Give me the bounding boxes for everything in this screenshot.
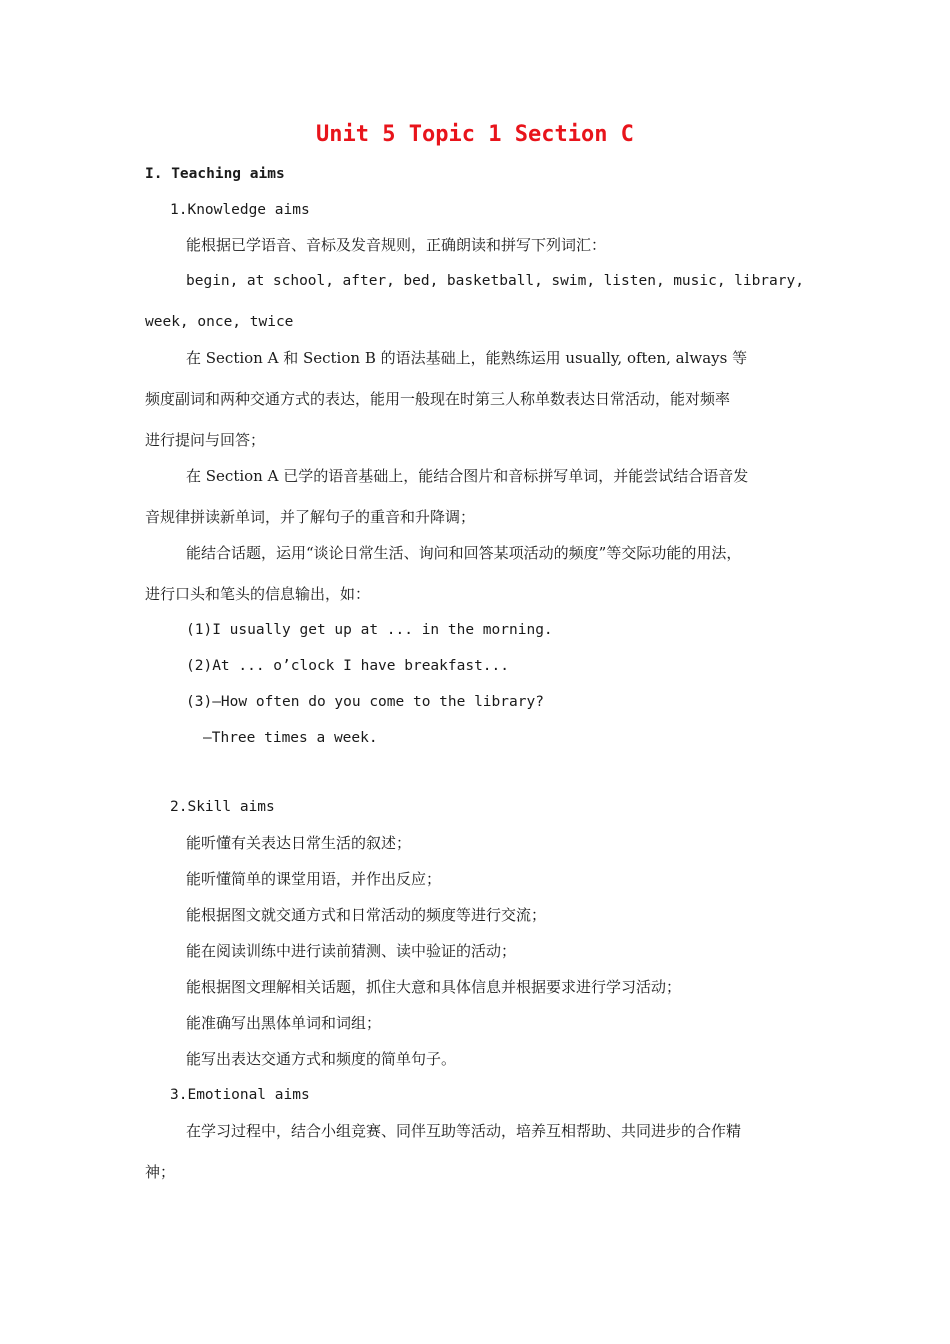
skill-item: 能写出表达交通方式和频度的简单句子。 <box>186 1050 457 1068</box>
vocab-word: begin, <box>186 273 239 289</box>
vocab-word: school, <box>272 273 334 289</box>
vocab-word: listen, <box>603 273 665 289</box>
knowledge-paragraph-4-line-2: 进行口头和笔头的信息输出，如： <box>145 585 371 603</box>
skill-item: 能根据图文理解相关话题，抓住大意和具体信息并根据要求进行学习活动； <box>186 978 682 996</box>
knowledge-paragraph-2-line-1: 在 Section A 和 Section B 的语法基础上，能熟练运用 usually, often, always 等 <box>186 349 748 367</box>
document-title: Unit 5 Topic 1 Section C <box>316 122 634 147</box>
vocabulary-line-2: week, once, twice <box>145 314 294 330</box>
skill-aims-heading: 2.Skill aims <box>170 799 275 815</box>
vocab-word: after, <box>342 273 395 289</box>
vocabulary-line-1 <box>186 271 804 291</box>
emotional-paragraph-line-1: 在学习过程中，结合小组竞赛、同伴互助等活动，培养互相帮助、共同进步的合作精 <box>186 1122 742 1140</box>
knowledge-paragraph-4-line-1: 能结合话题，运用“谈论日常生活、询问和回答某项活动的频度”等交际功能的用法， <box>186 544 742 562</box>
knowledge-paragraph-1: 能根据已学语音、音标及发音规则，正确朗读和拼写下列词汇： <box>186 236 607 254</box>
knowledge-aims-heading: 1.Knowledge aims <box>170 202 310 218</box>
skill-item: 能在阅读训练中进行读前猜测、读中验证的活动； <box>186 942 517 960</box>
emotional-aims-heading: 3.Emotional aims <box>170 1087 310 1103</box>
vocab-word: music, <box>673 273 726 289</box>
knowledge-paragraph-3-line-1: 在 Section A 已学的语音基础上，能结合图片和音标拼写单词，并能尝试结合语音发 <box>186 467 749 485</box>
vocab-word: bed, <box>403 273 439 289</box>
vocab-word: swim, <box>551 273 596 289</box>
example-sentence-1: (1)I usually get up at ... in the morning. <box>186 622 553 638</box>
skill-item: 能听懂有关表达日常生活的叙述； <box>186 834 412 852</box>
skill-item: 能准确写出黑体单词和词组； <box>186 1014 382 1032</box>
skill-item: 能听懂简单的课堂用语，并作出反应； <box>186 870 442 888</box>
knowledge-paragraph-3-line-2: 音规律拼读新单词，并了解句子的重音和升降调； <box>145 508 476 526</box>
knowledge-paragraph-2-line-3: 进行提问与回答； <box>145 431 266 449</box>
section-heading: I. Teaching aims <box>145 166 285 182</box>
skill-item: 能根据图文就交通方式和日常活动的频度等进行交流； <box>186 906 547 924</box>
vocab-word: library, <box>734 273 804 289</box>
emotional-paragraph-line-2: 神； <box>145 1163 176 1181</box>
vocab-word: at <box>246 273 265 289</box>
vocab-word: basketball, <box>446 273 543 289</box>
example-sentence-3-answer: —Three times a week. <box>203 730 378 746</box>
example-sentence-3-question: (3)—How often do you come to the library? <box>186 694 544 710</box>
knowledge-paragraph-2-line-2: 频度副词和两种交通方式的表达，能用一般现在时第三人称单数表达日常活动，能对频率 <box>145 390 731 408</box>
example-sentence-2: (2)At ... o’clock I have breakfast... <box>186 658 510 674</box>
